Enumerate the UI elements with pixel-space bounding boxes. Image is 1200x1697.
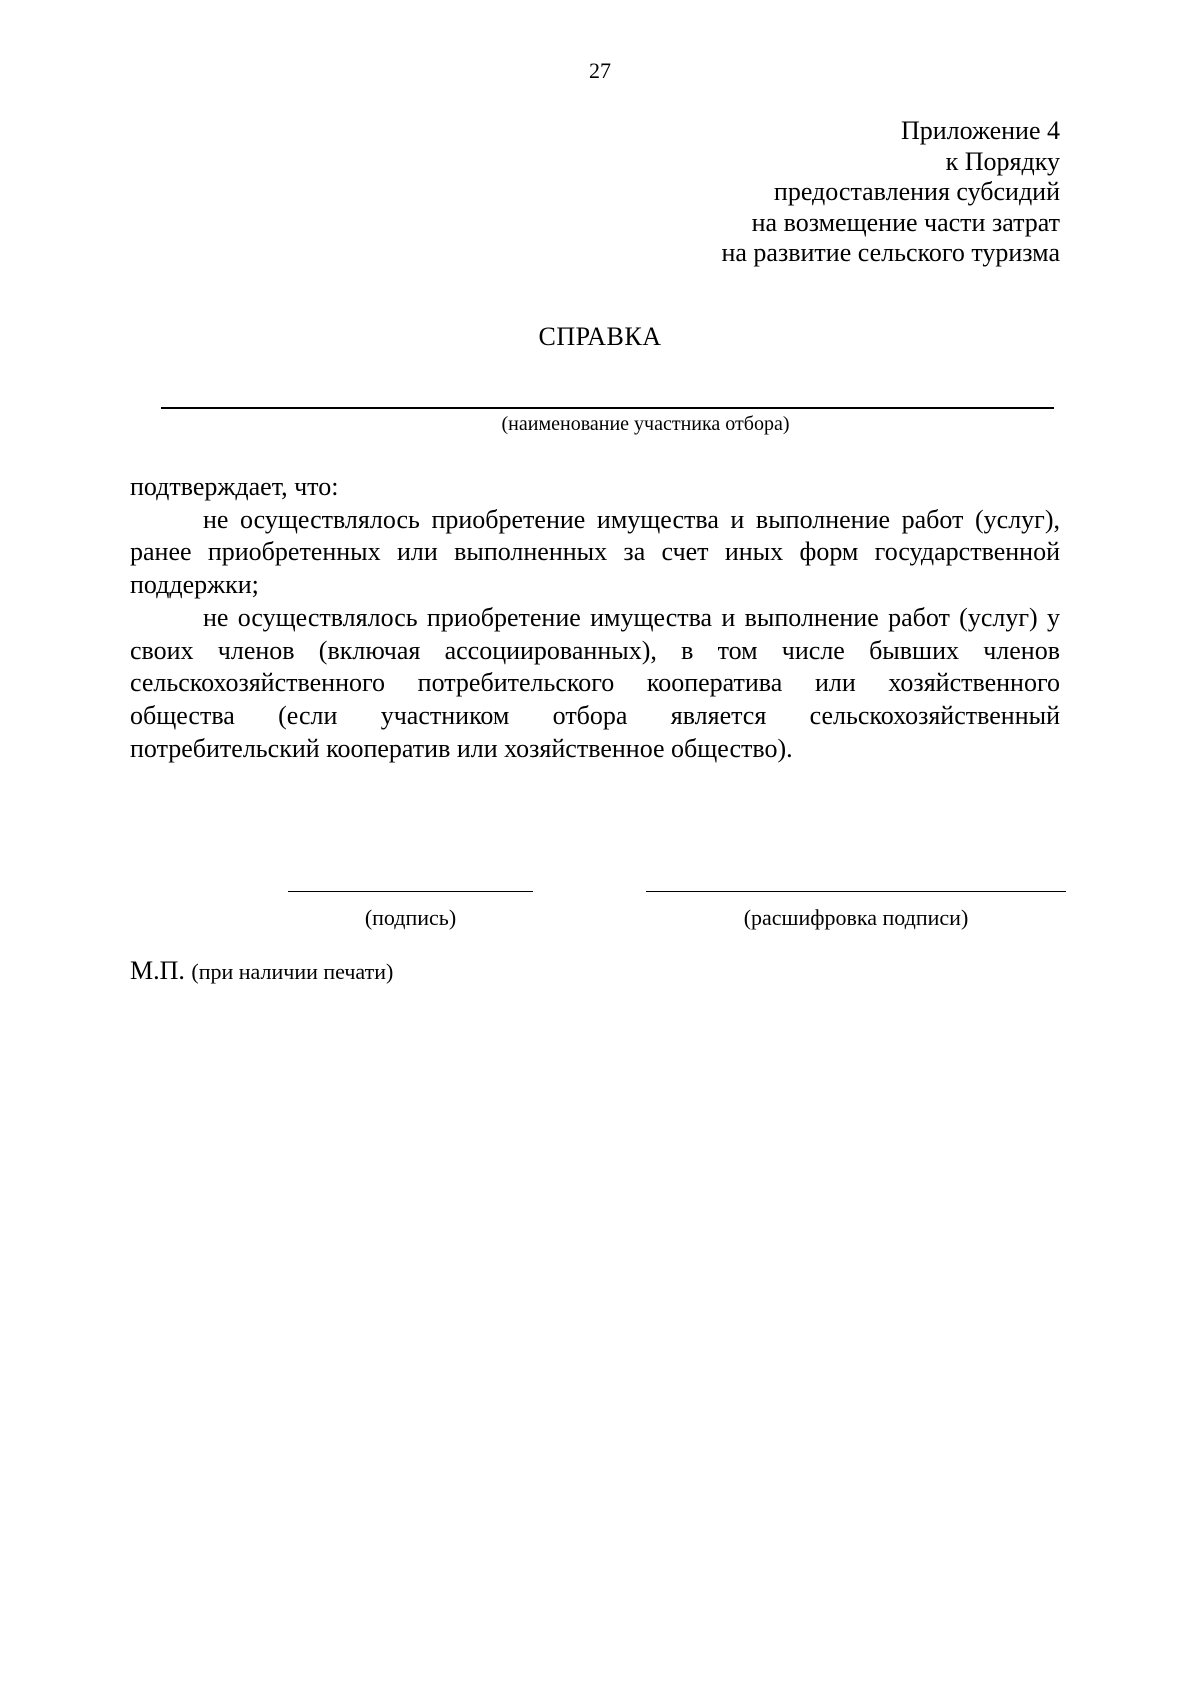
document-body bbox=[130, 471, 1060, 765]
stamp-note: (при наличии печати) bbox=[191, 959, 394, 984]
signature-decode-caption: (расшифровка подписи) bbox=[743, 905, 969, 930]
appendix-line: на развитие сельского туризма bbox=[721, 238, 1060, 267]
appendix-line: на возмещение части затрат bbox=[751, 207, 1060, 237]
stamp-label: М.П. bbox=[130, 956, 185, 985]
signature-caption: (подпись) bbox=[364, 905, 457, 930]
appendix-line: Приложение 4 bbox=[900, 116, 1060, 145]
signature-line bbox=[288, 891, 533, 892]
stamp-place bbox=[130, 956, 393, 987]
page-number: 27 bbox=[589, 58, 611, 83]
body-paragraph: не осуществлялось приобретение имущества и выполнение работ (услуг), ранее приобретенных или выполненных за счет иных форм государственной поддержки; bbox=[130, 504, 1060, 600]
appendix-line: предоставления субсидий bbox=[773, 177, 1060, 206]
body-paragraph: не осуществлялось приобретение имущества и выполнение работ (услуг) у своих членов (включая ассоциированных), в том числе бывших членов сельскохозяйственного потребительского кооператива или хозяйственного общества (если участником отбора является сельскохозяйственный потребительский кооператив или хозяйственное общество). bbox=[130, 602, 1060, 763]
appendix-reference bbox=[540, 116, 1060, 269]
appendix-line: к Порядку bbox=[945, 146, 1060, 176]
participant-name-line bbox=[161, 407, 1054, 409]
document-title: СПРАВКА bbox=[538, 322, 662, 351]
signature-decode-line bbox=[646, 891, 1066, 892]
participant-name-caption: (наименование участника отбора) bbox=[501, 413, 790, 435]
body-lead: подтверждает, что: bbox=[130, 472, 339, 501]
